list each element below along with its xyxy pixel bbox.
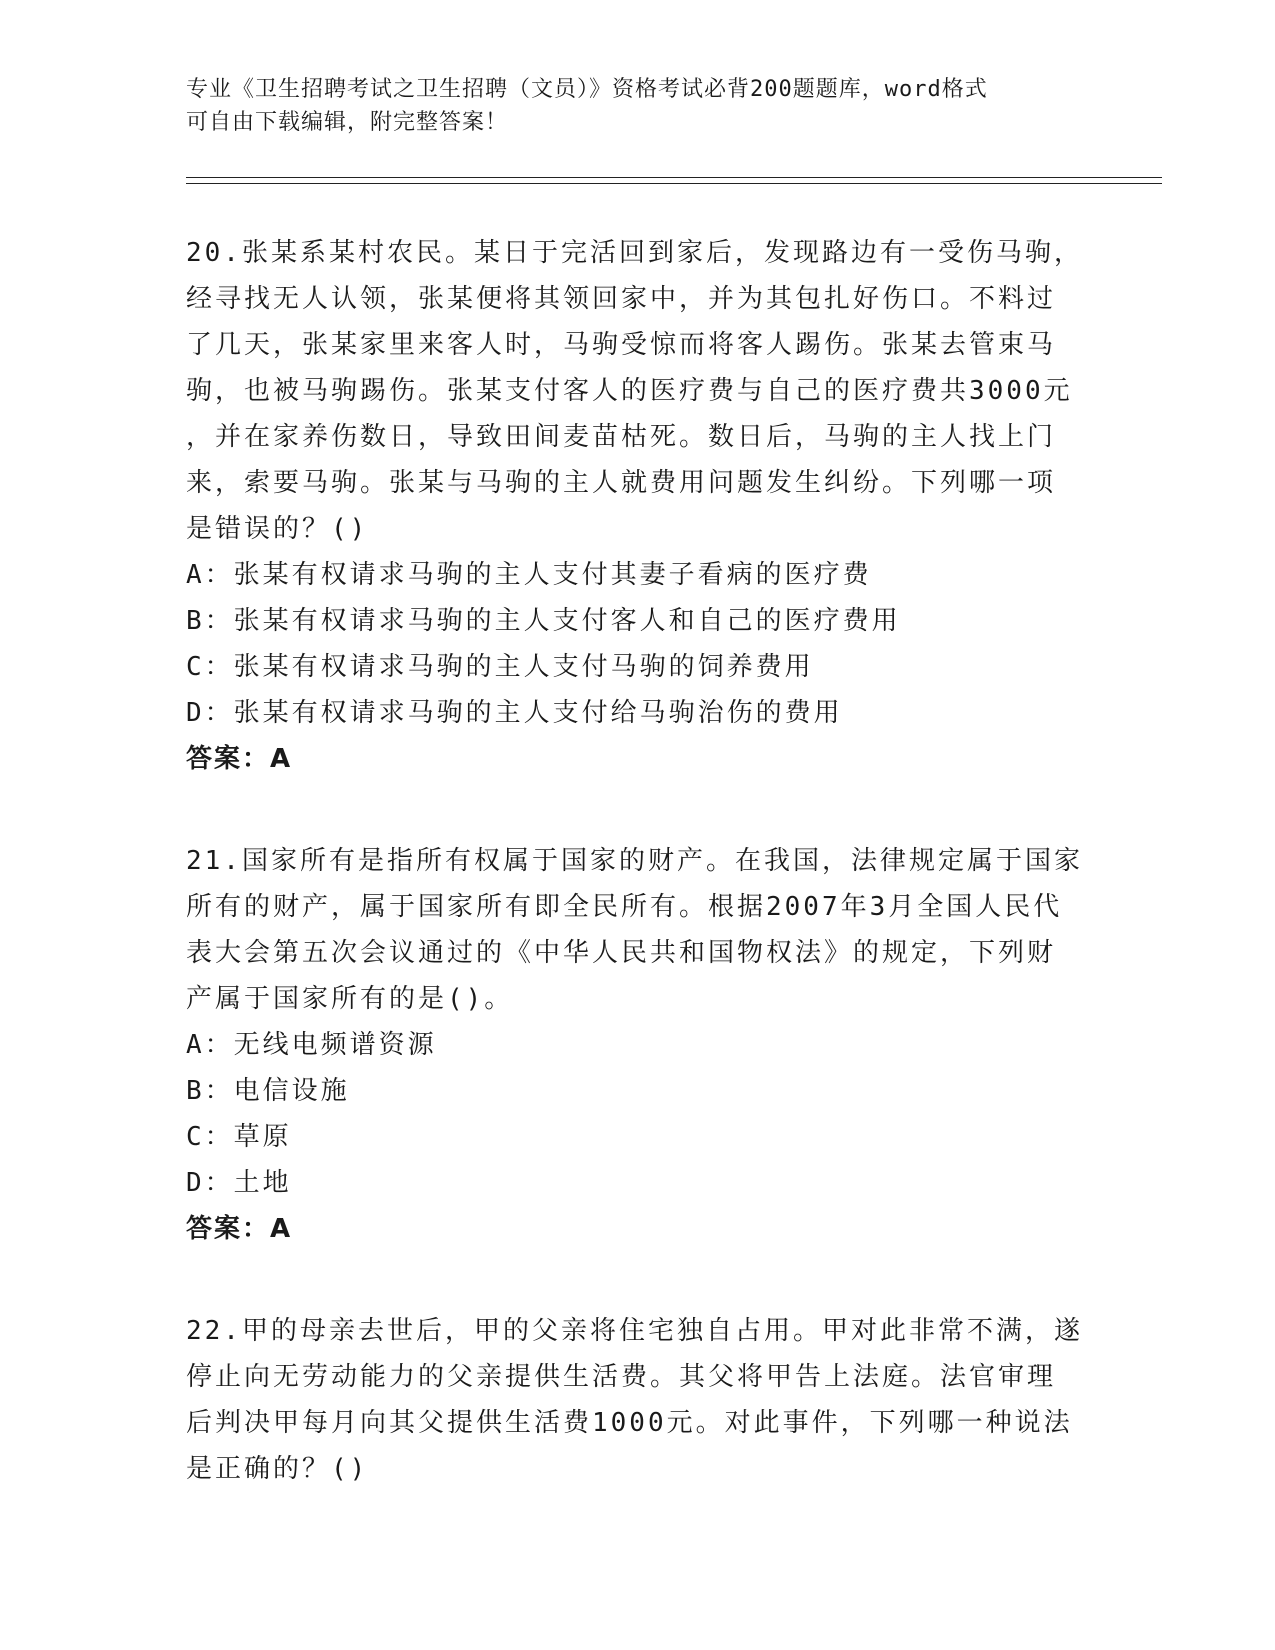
option-d: D：土地 <box>186 1168 292 1198</box>
question-stem <box>186 230 1086 552</box>
question-20 <box>186 230 1086 782</box>
option-a: A：无线电频谱资源 <box>186 1030 437 1060</box>
stem-line: 是正确的？() <box>186 1454 369 1484</box>
stem-line: 经寻找无人认领，张某便将其领回家中，并为其包扎好伤口。不料过 <box>186 284 1057 314</box>
question-stem <box>186 838 1086 1022</box>
option-a: A：张某有权请求马驹的主人支付其妻子看病的医疗费 <box>186 560 872 590</box>
option-b: B：张某有权请求马驹的主人支付客人和自己的医疗费用 <box>186 606 901 636</box>
document-header <box>186 73 1086 139</box>
question-21 <box>186 838 1086 1252</box>
header-title-line-2: 可自由下载编辑，附完整答案！ <box>186 110 509 135</box>
answer-label: 答案：A <box>186 1214 293 1244</box>
stem-line: 所有的财产，属于国家所有即全民所有。根据2007年3月全国人民代 <box>186 892 1063 922</box>
header-title-line-1: 专业《卫生招聘考试之卫生招聘（文员）》资格考试必背200题题库，word格式 <box>186 77 988 102</box>
stem-line: 21.国家所有是指所有权属于国家的财产。在我国，法律规定属于国家 <box>186 846 1083 876</box>
stem-line: 20.张某系某村农民。某日于完活回到家后，发现路边有一受伤马驹， <box>186 238 1083 268</box>
answer-label: 答案：A <box>186 744 293 774</box>
stem-line: 是错误的？() <box>186 514 369 544</box>
stem-line: 来，索要马驹。张某与马驹的主人就费用问题发生纠纷。下列哪一项 <box>186 468 1057 498</box>
stem-line: 驹，也被马驹踢伤。张某支付客人的医疗费与自己的医疗费共3000元 <box>186 376 1073 406</box>
option-c: C：草原 <box>186 1122 292 1152</box>
option-c: C：张某有权请求马驹的主人支付马驹的饲养费用 <box>186 652 814 682</box>
stem-line: 停止向无劳动能力的父亲提供生活费。其父将甲告上法庭。法官审理 <box>186 1362 1057 1392</box>
header-divider <box>186 177 1162 184</box>
stem-line: 表大会第五次会议通过的《中华人民共和国物权法》的规定，下列财 <box>186 938 1057 968</box>
stem-line: ，并在家养伤数日，导致田间麦苗枯死。数日后，马驹的主人找上门 <box>186 422 1057 452</box>
option-b: B：电信设施 <box>186 1076 350 1106</box>
stem-line: 后判决甲每月向其父提供生活费1000元。对此事件，下列哪一种说法 <box>186 1408 1073 1438</box>
stem-line: 了几天，张某家里来客人时，马驹受惊而将客人踢伤。张某去管束马 <box>186 330 1057 360</box>
question-22 <box>186 1308 1086 1492</box>
stem-line: 22.甲的母亲去世后，甲的父亲将住宅独自占用。甲对此非常不满，遂 <box>186 1316 1083 1346</box>
question-stem <box>186 1308 1086 1492</box>
option-d: D：张某有权请求马驹的主人支付给马驹治伤的费用 <box>186 698 843 728</box>
stem-line: 产属于国家所有的是()。 <box>186 984 514 1014</box>
question-list <box>186 230 1086 1548</box>
